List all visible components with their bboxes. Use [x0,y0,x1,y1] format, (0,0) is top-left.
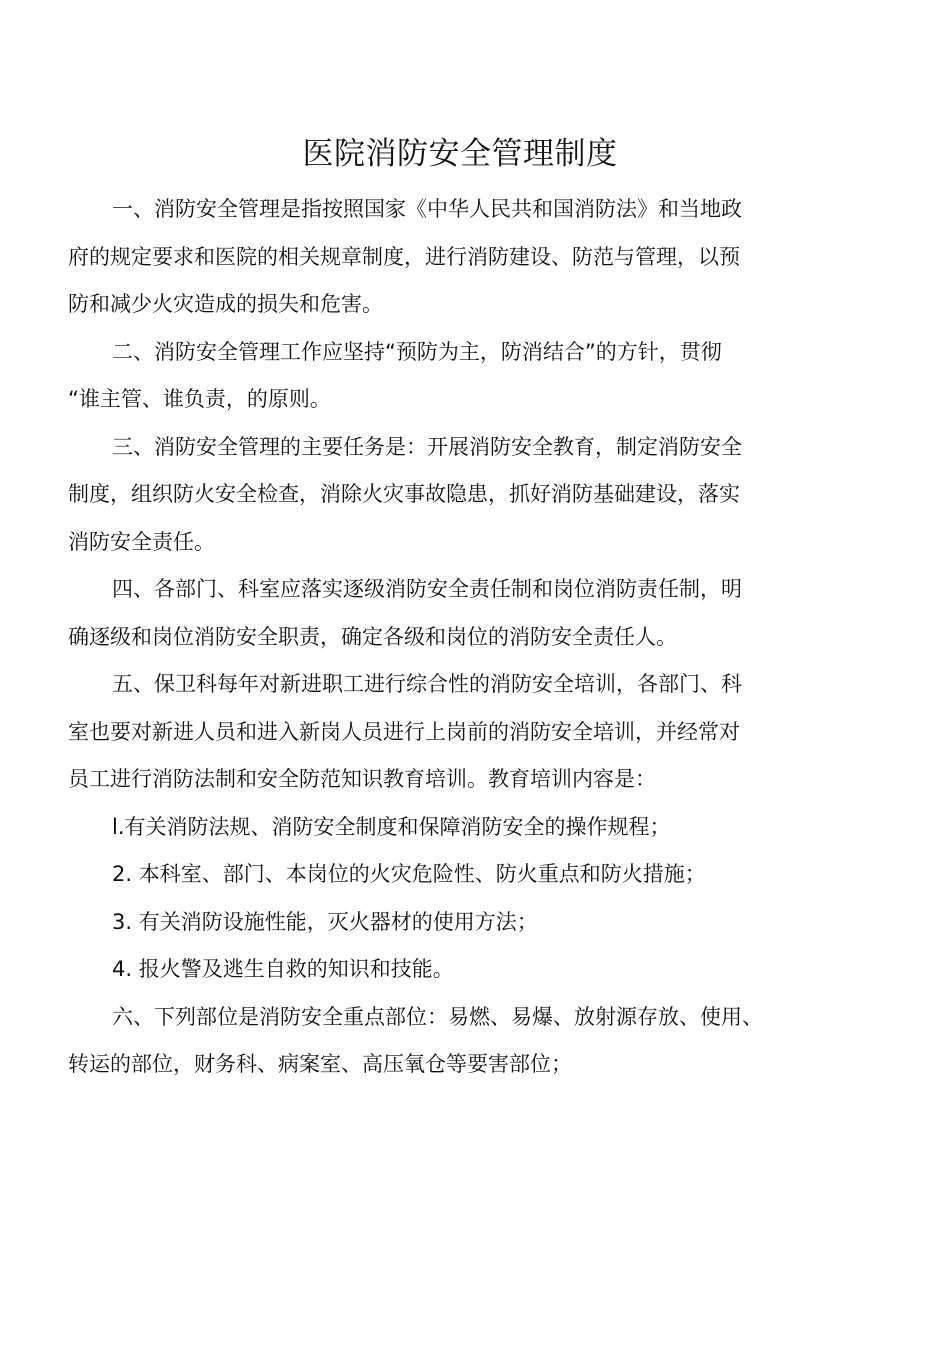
text-line: 三、消防安全管理的主要任务是：开展消防安全教育，制定消防安全 [112,434,742,459]
text-line: 确逐级和岗位消防安全职责，确定各级和岗位的消防安全责任人。 [68,624,677,649]
text-line: 二、消防安全管理工作应坚持“预防为主，防消结合”的方针，贯彻 [112,339,722,364]
list-item: 2. 本科室、部门、本岗位的火灾危险性、防火重点和防火措施； [112,862,706,886]
text-line: 一、消防安全管理是指按照国家《中华人民共和国消防法》和当地政 [112,197,742,221]
text-line: 四、各部门、科室应落实逐级消防安全责任制和岗位消防责任制，明 [112,577,742,601]
list-item: 3. 有关消防设施性能，灭火器材的使用方法； [112,909,538,934]
text-line: 员工进行消防法制和安全防范知识教育培训。教育培训内容是： [68,767,656,791]
document-title: 医院消防安全管理制度 [302,136,618,172]
text-line: 消防安全责任。 [68,529,215,554]
text-line: 转运的部位，财务科、病案室、高压氧仓等要害部位； [68,1052,572,1076]
text-line: 防和减少火灾造成的损失和危害。 [68,292,383,316]
text-line: 六、下列部位是消防安全重点部位：易燃、易爆、放射源存放、使用、 [112,1004,763,1029]
text-line: 室也要对新进人员和进入新岗人员进行上岗前的消防安全培训，并经常对 [68,719,740,744]
text-line: 五、保卫科每年对新进职工进行综合性的消防安全培训，各部门、科 [112,672,742,696]
text-line: 府的规定要求和医院的相关规章制度，进行消防建设、防范与管理，以预 [68,244,740,269]
list-item: 4. 报火警及逃生自救的知识和技能。 [112,957,454,981]
list-item: l.有关消防法规、消防安全制度和保障消防安全的操作规程； [112,814,671,839]
text-line: “谁主管、谁负责，的原则。 [68,387,331,411]
text-line: 制度，组织防火安全检查，消除火灾事故隐患，抓好消防基础建设，落实 [68,482,740,506]
document-body [68,186,808,1087]
